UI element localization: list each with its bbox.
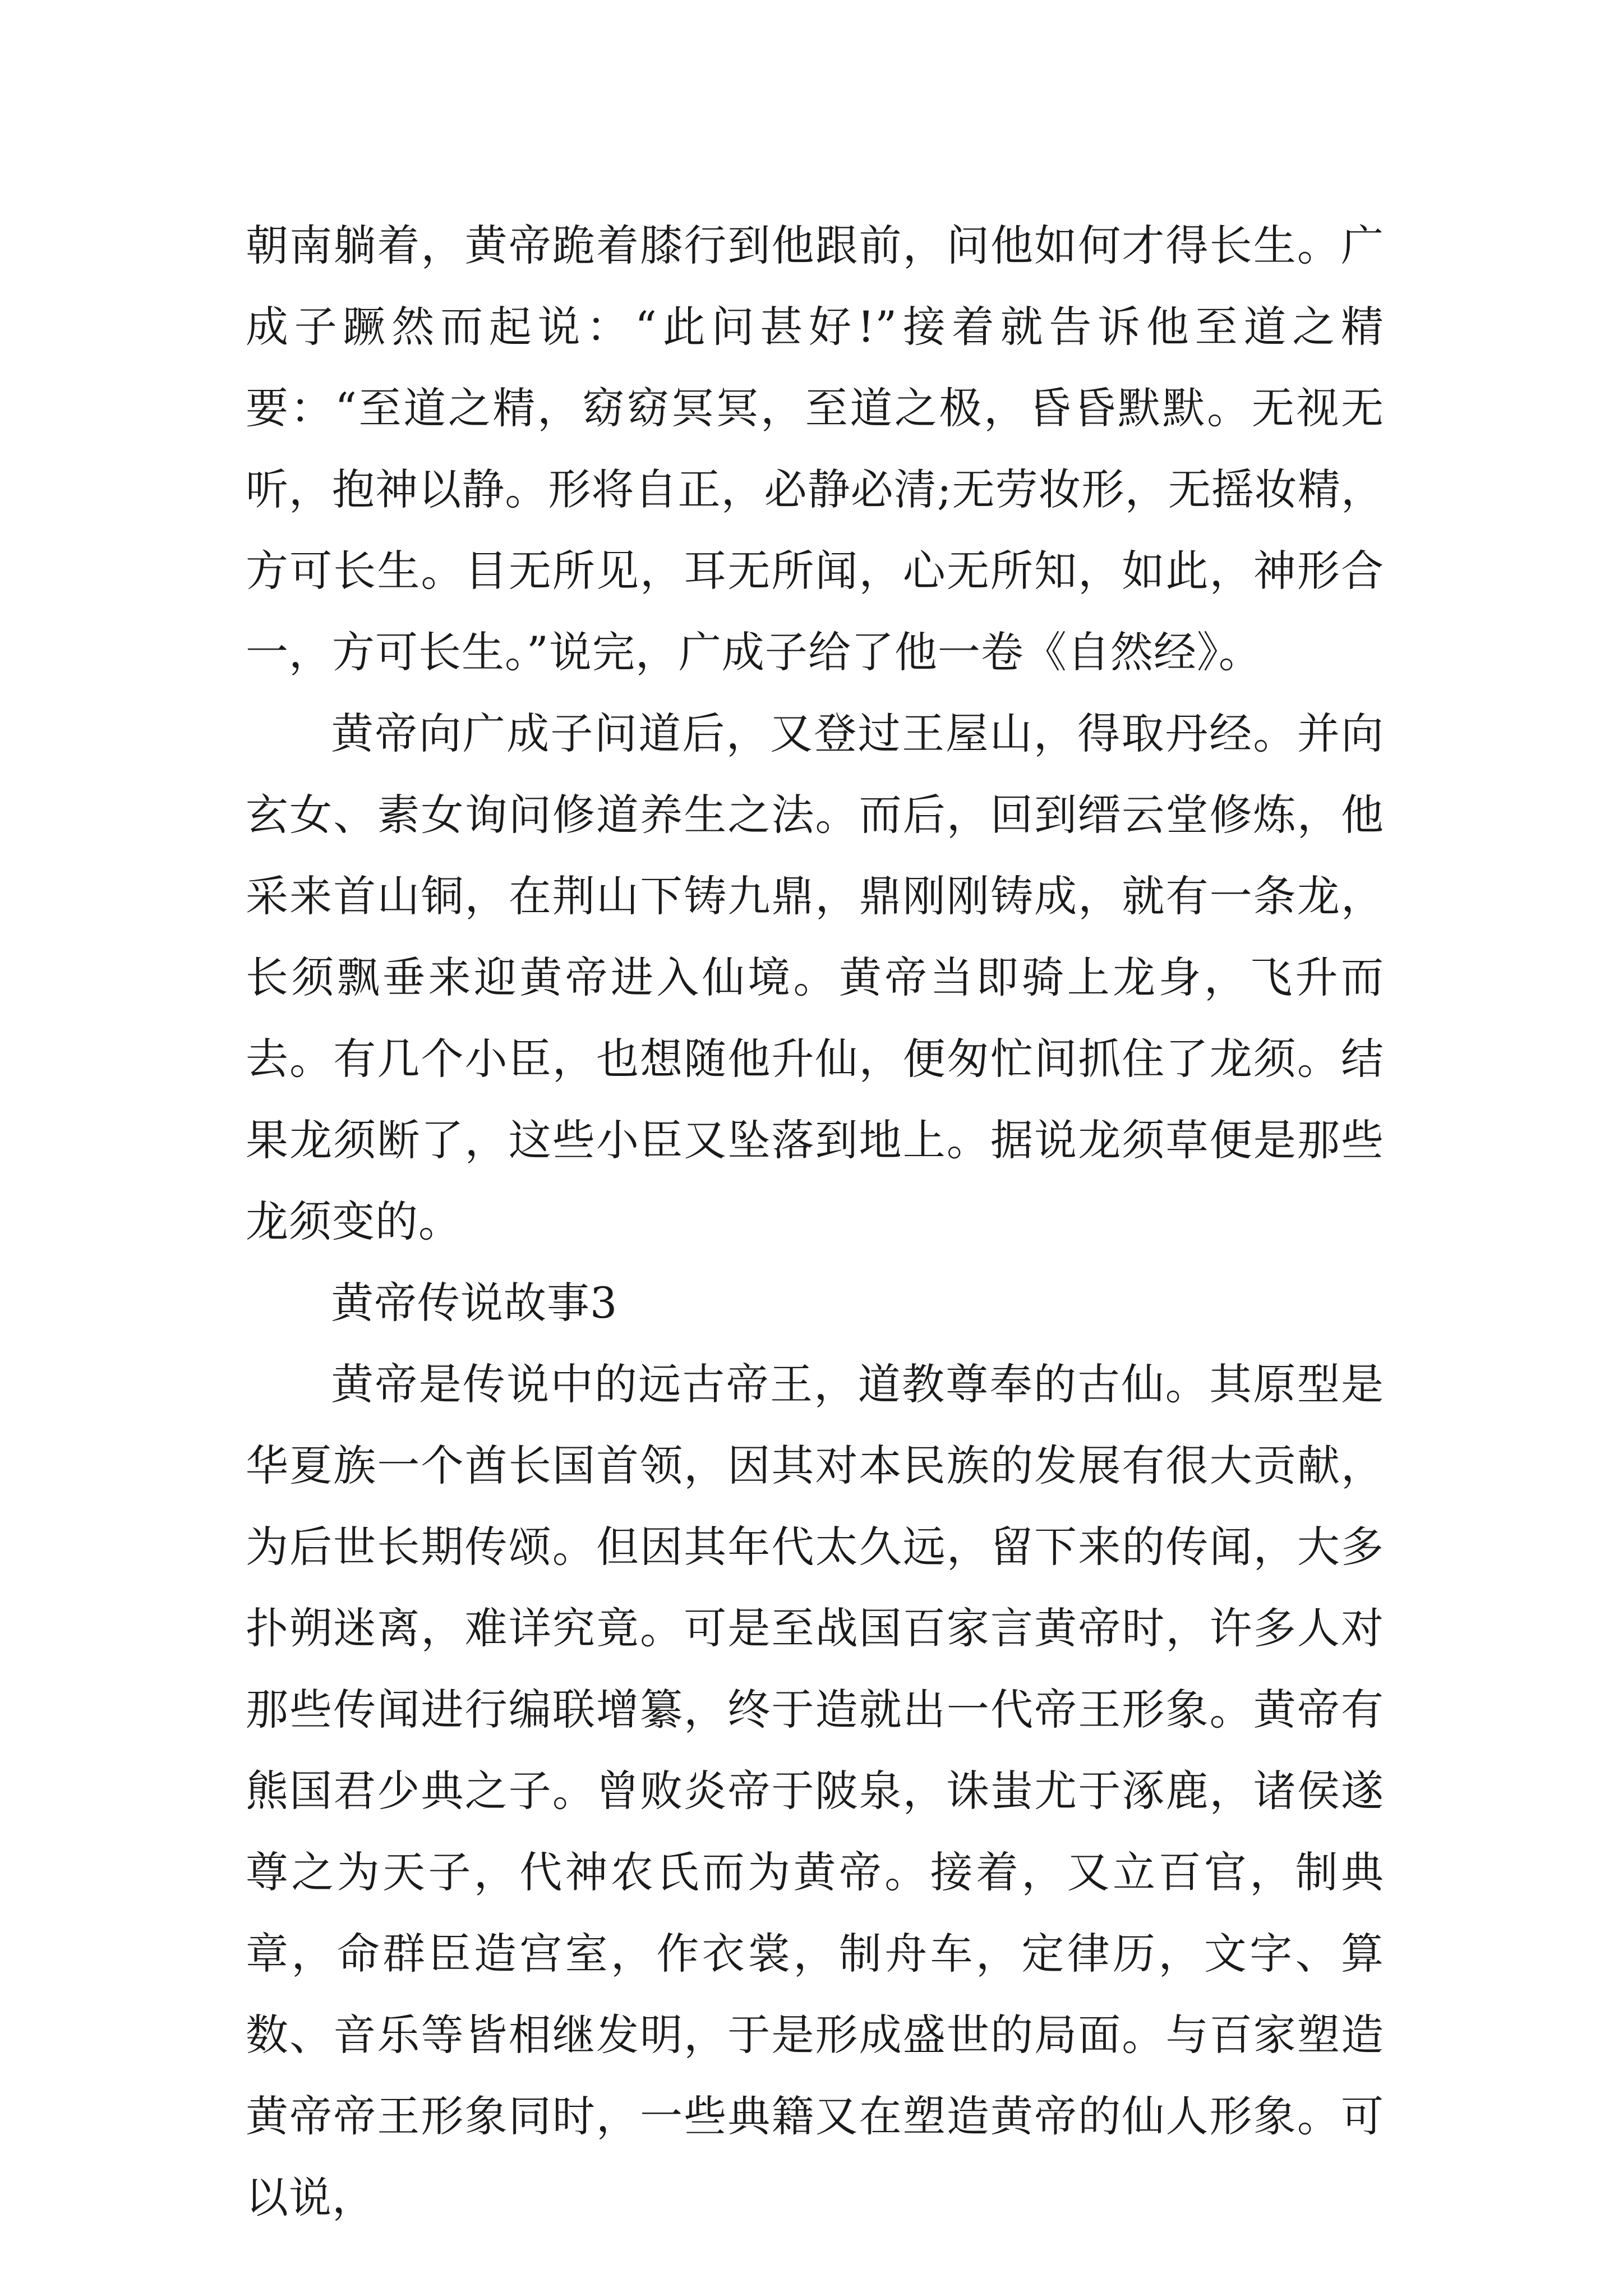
paragraph-continued: 朝南躺着，黄帝跪着膝行到他跟前，问他如何才得长生。广成子蹶然而起说：“此问甚好!”接着就告诉他至道之精要：“至道之精，窈窈冥冥，至道之极，昏昏默默。无视无听，抱神以静。形将自正，必静必清;无劳妆形，无摇妆精，方可长生。目无所见，耳无所闻，心无所知，如此，神形合一，方可长生。”说完，广成子给了他一卷《自然经》。 bbox=[246, 220, 1384, 677]
paragraph: 黄帝向广成子问道后，又登过王屋山，得取丹经。并向玄女、素女询问修道养生之法。而后，回到缙云堂修炼，他采来首山铜，在荆山下铸九鼎，鼎刚刚铸成，就有一条龙，长须飘垂来迎黄帝进入仙境。黄帝当即骑上龙身，飞升而去。有几个小臣，也想随他升仙，便匆忙间抓住了龙须。结果龙须断了，这些小臣又坠落到地上。据说龙须草便是那些龙须变的。 bbox=[246, 708, 1384, 1246]
paragraph: 黄帝是传说中的远古帝王，道教尊奉的古仙。其原型是华夏族一个酋长国首领，因其对本民族的发展有很大贡献，为后世长期传颂。但因其年代太久远，留下来的传闻，大多扑朔迷离，难详究竟。可是至战国百家言黄帝时，许多人对那些传闻进行编联增纂，终于造就出一代帝王形象。黄帝有熊国君少典之子。曾败炎帝于陂泉，诛蚩尤于涿鹿，诸侯遂尊之为天子，代神农氏而为黄帝。接着，又立百官，制典章，命群臣造宫室，作衣裳，制舟车，定律历，文字、算数、音乐等皆相继发明，于是形成盛世的局面。与百家塑造黄帝帝王形象同时，一些典籍又在塑造黄帝的仙人形象。可以说， bbox=[246, 1359, 1384, 2223]
body-text bbox=[246, 205, 1384, 2238]
section-heading: 黄帝传说故事3 bbox=[331, 1278, 618, 1328]
